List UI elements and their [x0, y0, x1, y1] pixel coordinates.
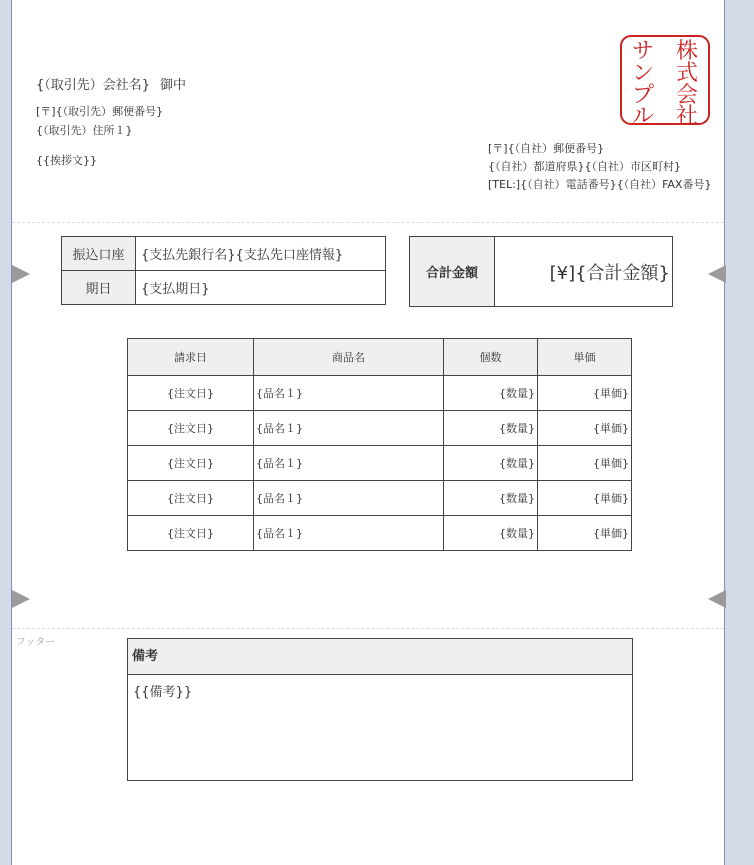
cell-date: {注文日}	[128, 516, 254, 551]
cell-price: {単価}	[538, 481, 632, 516]
section-marker-left-top-icon[interactable]	[12, 265, 30, 283]
client-postal: [〒]{（取引先）郵便番号}	[36, 105, 164, 118]
cell-product: {品名１}	[254, 411, 444, 446]
header-unit-price: 単価	[538, 339, 632, 376]
total-table	[409, 236, 673, 307]
svg-text:株: 株	[675, 39, 699, 64]
due-date-value: {支払期日}	[136, 271, 386, 305]
cell-quantity: {数量}	[444, 411, 538, 446]
account-value: {支払先銀行名}{支払先口座情報}	[136, 237, 386, 271]
svg-text:式: 式	[675, 61, 699, 86]
cell-product: {品名１}	[254, 481, 444, 516]
payment-table	[61, 236, 386, 305]
section-marker-left-bottom-icon[interactable]	[12, 590, 30, 608]
cell-product: {品名１}	[254, 376, 444, 411]
section-marker-right-top-icon[interactable]	[708, 265, 726, 283]
header-product-name: 商品名	[254, 339, 444, 376]
cell-product: {品名１}	[254, 446, 444, 481]
cell-price: {単価}	[538, 411, 632, 446]
greeting-text: {{挨拶文}}	[36, 154, 97, 167]
cell-price: {単価}	[538, 446, 632, 481]
cell-quantity: {数量}	[444, 376, 538, 411]
cell-quantity: {数量}	[444, 481, 538, 516]
header-quantity: 個数	[444, 339, 538, 376]
svg-text:会: 会	[675, 83, 699, 108]
cell-price: {単価}	[538, 376, 632, 411]
table-row	[128, 516, 632, 551]
table-row	[128, 411, 632, 446]
total-label: 合計金額	[410, 237, 495, 307]
own-address: {（自社）都道府県}{（自社）市区町村}	[488, 160, 681, 173]
cell-date: {注文日}	[128, 376, 254, 411]
own-tel-fax: [TEL:]{（自社）電話番号}{（自社）FAX番号}	[488, 178, 712, 191]
svg-text:ン: ン	[631, 61, 655, 86]
svg-text:サ: サ	[631, 39, 655, 64]
account-label: 振込口座	[62, 237, 136, 271]
cell-quantity: {数量}	[444, 446, 538, 481]
cell-quantity: {数量}	[444, 516, 538, 551]
cell-price: {単価}	[538, 516, 632, 551]
svg-text:社: 社	[675, 104, 699, 126]
table-row	[128, 481, 632, 516]
section-divider-footer	[12, 628, 724, 629]
cell-date: {注文日}	[128, 411, 254, 446]
remarks-box	[127, 638, 633, 781]
footer-label: フッター	[16, 637, 56, 648]
cell-date: {注文日}	[128, 446, 254, 481]
cell-date: {注文日}	[128, 481, 254, 516]
client-honorific: 御中	[160, 78, 187, 93]
items-table	[127, 338, 632, 551]
svg-text:プ: プ	[631, 83, 655, 108]
own-postal: [〒]{（自社）郵便番号}	[488, 142, 605, 155]
remarks-label: 備考	[128, 639, 632, 675]
section-divider-top	[12, 222, 724, 223]
invoice-page	[11, 0, 725, 865]
company-seal	[619, 34, 711, 126]
section-marker-right-bottom-icon[interactable]	[708, 590, 726, 608]
cell-product: {品名１}	[254, 516, 444, 551]
due-date-label: 期日	[62, 271, 136, 305]
table-row	[128, 446, 632, 481]
client-address: {（取引先）住所１}	[36, 124, 133, 137]
header-invoice-date: 請求日	[128, 339, 254, 376]
svg-text:ル: ル	[631, 104, 655, 126]
client-company	[36, 74, 186, 93]
total-value: [¥]{合計金額}	[495, 237, 673, 307]
remarks-value: {{備考}}	[133, 685, 193, 700]
table-row	[128, 376, 632, 411]
client-company-name: {（取引先）会社名}	[36, 78, 151, 93]
